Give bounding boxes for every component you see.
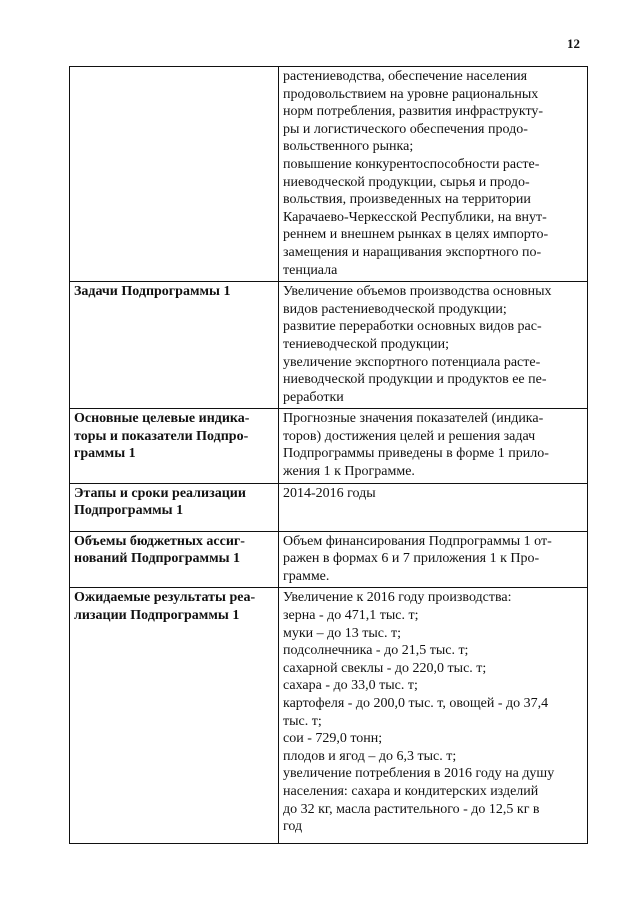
row-label-cell: [70, 588, 279, 844]
row-value-line: грамме.: [283, 568, 330, 584]
row-label-cell: [70, 282, 279, 409]
row-label-line: нований Подпрограммы 1: [74, 551, 241, 567]
row-value-cell: [279, 531, 588, 588]
row-value-line: Увеличение к 2016 году производства:: [283, 590, 512, 606]
row-value-cell: [279, 588, 588, 844]
row-value-line: жения 1 к Программе.: [283, 464, 415, 480]
row-value-line: до 32 кг, масла растительного - до 12,5 кг в: [283, 801, 540, 817]
row-value-line: растениеводства, обеспечение населения: [283, 69, 528, 84]
row-value-line: ры и логистического обеспечения продо-: [283, 121, 528, 137]
page-number: 12: [567, 36, 580, 51]
row-value-cell: [279, 282, 588, 409]
row-value-line: 2014-2016 годы: [283, 485, 376, 501]
row-label-cell: [70, 67, 279, 282]
row-value-line: плодов и ягод – до 6,3 тыс. т;: [283, 748, 457, 764]
row-value-line: сахара - до 33,0 тыс. т;: [283, 678, 418, 694]
row-value-line: зерна - до 471,1 тыс. т;: [283, 608, 419, 624]
row-value-line: Карачаево-Черкесской Республики, на внут-: [283, 209, 547, 225]
row-value-line: сои - 729,0 тонн;: [283, 731, 383, 747]
row-value-line: год: [283, 819, 303, 835]
row-value-line: Подпрограммы приведены в форме 1 прило-: [283, 446, 549, 462]
row-value-line: тенциала: [283, 262, 338, 278]
row-label-line: Ожидаемые результаты реа-: [74, 590, 256, 606]
row-value-line: норм потребления, развития инфраструкту-: [283, 104, 544, 120]
row-value-cell: [279, 483, 588, 531]
row-value-line: картофеля - до 200,0 тыс. т, овощей - до 37,4: [283, 696, 549, 711]
row-label-line: Задачи Подпрограммы 1: [74, 284, 231, 300]
row-tasks: [70, 282, 588, 409]
row-label-line: Подпрограммы 1: [74, 503, 184, 519]
row-value-line: сахарной свеклы - до 220,0 тыс. т;: [283, 660, 487, 676]
row-value-line: тыс. т;: [283, 713, 322, 729]
row-value-line: продовольствием на уровне рациональных: [283, 86, 539, 102]
row-expected-results: [70, 588, 588, 844]
row-value-line: Объем финансирования Подпрограммы 1 от-: [283, 533, 552, 549]
row-value-line: Прогнозные значения показателей (индика-: [283, 411, 544, 427]
row-value-line: ниеводческой продукции и продуктов ее пе-: [283, 372, 547, 388]
row-goals-continued: [70, 67, 588, 282]
row-value-line: видов растениеводческой продукции;: [283, 301, 507, 317]
row-label-cell: [70, 483, 279, 531]
row-label-line: торы и показатели Подпро-: [74, 428, 249, 444]
row-value-line: Увеличение объемов производства основных: [283, 284, 552, 300]
row-budget-allocations: [70, 531, 588, 588]
row-value-line: реработки: [283, 389, 344, 405]
row-label-cell: [70, 531, 279, 588]
row-target-indicators: [70, 409, 588, 483]
row-value-line: ражен в формах 6 и 7 приложения 1 к Про-: [283, 551, 540, 567]
row-label-line: Объемы бюджетных ассиг-: [74, 533, 245, 549]
row-label-line: граммы 1: [74, 446, 136, 462]
subprogram-passport-table: [69, 66, 588, 844]
row-value-cell: [279, 409, 588, 483]
row-value-line: замещения и наращивания экспортного по-: [283, 244, 542, 260]
row-label-line: Основные целевые индика-: [74, 411, 250, 427]
row-value-line: увеличение экспортного потенциала расте-: [283, 354, 541, 370]
row-value-line: реннем и внешнем рынках в целях импорто-: [283, 227, 549, 243]
row-value-line: ниеводческой продукции, сырья и продо-: [283, 174, 530, 190]
row-label-line: лизации Подпрограммы 1: [74, 608, 240, 624]
row-value-line: муки – до 13 тыс. т;: [283, 625, 402, 641]
row-value-line: увеличение потребления в 2016 году на душу: [283, 766, 555, 782]
row-label-cell: [70, 409, 279, 483]
row-value-line: повышение конкурентоспособности расте-: [283, 156, 540, 172]
row-value-line: торов) достижения целей и решения задач: [283, 428, 536, 444]
row-value-line: вольственного рынка;: [283, 139, 414, 155]
row-value-cell: [279, 67, 588, 282]
row-value-line: вольствия, произведенных на территории: [283, 192, 531, 208]
row-value-line: развитие переработки основных видов рас-: [283, 319, 542, 335]
row-value-line: тениеводческой продукции;: [283, 336, 450, 352]
row-stages-and-terms: [70, 483, 588, 531]
row-value-line: населения: сахара и кондитерских изделий: [283, 783, 539, 799]
row-value-line: подсолнечника - до 21,5 тыс. т;: [283, 643, 469, 659]
row-label-line: Этапы и сроки реализации: [74, 485, 246, 501]
